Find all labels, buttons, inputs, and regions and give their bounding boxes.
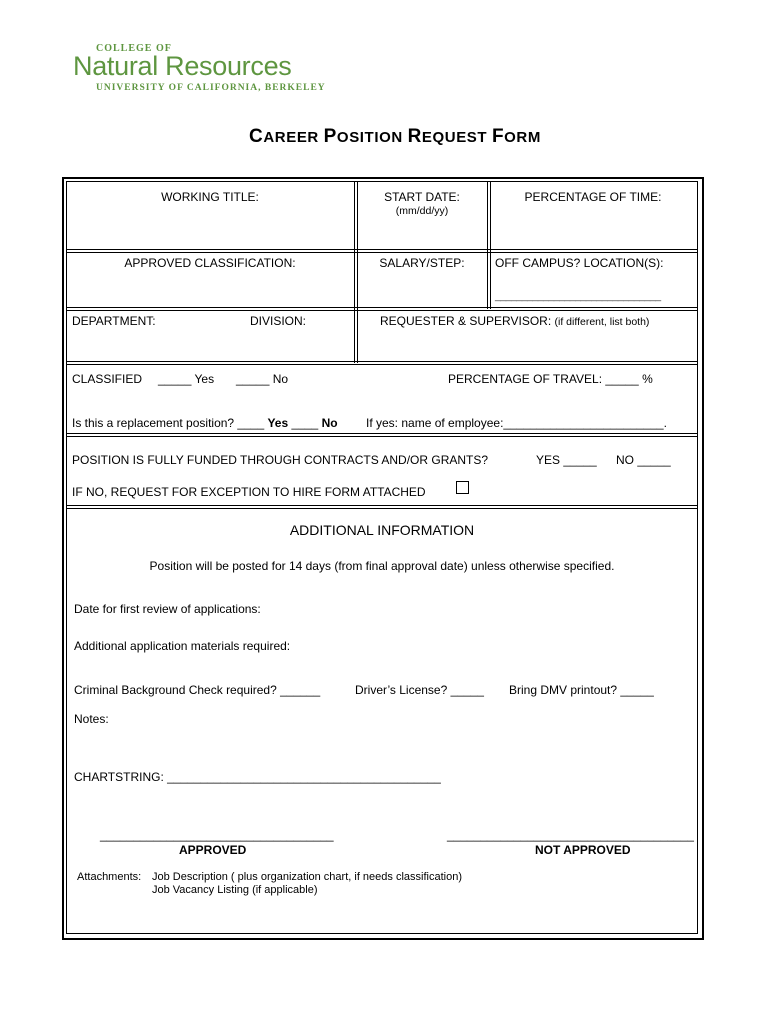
logo-natural-resources: Natural Resources [73, 51, 292, 81]
row-divider-2b [66, 310, 698, 311]
requester-text: REQUESTER & SUPERVISOR: [380, 314, 552, 328]
exception-checkbox[interactable] [456, 481, 469, 494]
exception-label: IF NO, REQUEST FOR EXCEPTION TO HIRE FORM ATTACHED [72, 485, 426, 499]
classified-yes: _____ Yes [158, 372, 215, 386]
funded-no: NO _____ [616, 453, 671, 467]
background-check-label: Criminal Background Check required? ______ [74, 683, 321, 697]
row-divider-4b [66, 436, 698, 437]
funded-question: POSITION IS FULLY FUNDED THROUGH CONTRACTS AND/OR GRANTS? [72, 453, 489, 467]
location-blank-line: _______________________________ [495, 290, 661, 302]
materials-label: Additional application materials required: [74, 639, 291, 653]
row-divider-3 [66, 361, 698, 362]
requester-note: (if different, list both) [554, 316, 650, 328]
salary-step-label: SALARY/STEP: [379, 256, 465, 270]
logo-college-of: COLLEGE OF [96, 43, 172, 54]
row-divider-5 [66, 505, 698, 506]
attachment-job-vacancy: Job Vacancy Listing (if applicable) [152, 884, 318, 896]
replacement-yes: Yes [267, 416, 289, 430]
dmv-printout-label: Bring DMV printout? _____ [509, 683, 654, 697]
attachment-job-description: Job Description ( plus organization chart, if needs classification) [152, 871, 462, 883]
approved-classification-label: APPROVED CLASSIFICATION: [124, 256, 296, 270]
notes-label: Notes: [74, 712, 109, 726]
logo-university: UNIVERSITY OF CALIFORNIA, BERKELEY [96, 83, 326, 93]
approved-label: APPROVED [179, 843, 247, 857]
row-divider-1 [66, 249, 698, 250]
funded-yes: YES _____ [536, 453, 597, 467]
posting-notice: Position will be posted for 14 days (from final approval date) unless otherwise specified. [149, 559, 615, 573]
replacement-text: Is this a replacement position? ____ [72, 416, 265, 430]
start-date-label: START DATE: [384, 190, 460, 204]
employee-name-label: If yes: name of employee:________________________. [366, 416, 667, 430]
drivers-license-label: Driver’s License? _____ [355, 683, 484, 697]
approved-signature-line: ___________________________________ [100, 828, 334, 842]
column-divider-a [354, 181, 355, 363]
review-date-label: Date for first review of applications: [74, 602, 261, 616]
classified-label: CLASSIFIED [72, 372, 143, 386]
replacement-no: No [321, 416, 338, 430]
not-approved-label: NOT APPROVED [535, 843, 631, 857]
working-title-label: WORKING TITLE: [161, 190, 259, 204]
off-campus-label: OFF CAMPUS? LOCATION(S): [495, 256, 664, 270]
additional-info-heading: ADDITIONAL INFORMATION [289, 522, 475, 538]
row-divider-4 [66, 433, 698, 434]
date-format-hint: (mm/dd/yy) [395, 205, 449, 217]
requester-label [380, 314, 649, 328]
row-divider-2 [66, 307, 698, 308]
row-divider-5b [66, 508, 698, 509]
travel-percentage-label: PERCENTAGE OF TRAVEL: _____ % [448, 372, 653, 386]
percentage-time-label: PERCENTAGE OF TIME: [524, 190, 662, 204]
replacement-question [72, 416, 338, 430]
form-title: CAREER POSITION REQUEST FORM [249, 126, 541, 147]
row-divider-3b [66, 364, 698, 365]
column-divider-b [487, 181, 488, 309]
department-label: DEPARTMENT: [72, 314, 156, 328]
not-approved-signature-line: _____________________________________ [447, 828, 694, 842]
replacement-mid: ____ [291, 416, 319, 430]
classified-no: _____ No [236, 372, 289, 386]
chartstring-label: CHARTSTRING: _________________________________________ [74, 770, 441, 784]
attachments-label: Attachments: [77, 871, 142, 883]
row-divider-1b [66, 252, 698, 253]
division-label: DIVISION: [250, 314, 307, 328]
